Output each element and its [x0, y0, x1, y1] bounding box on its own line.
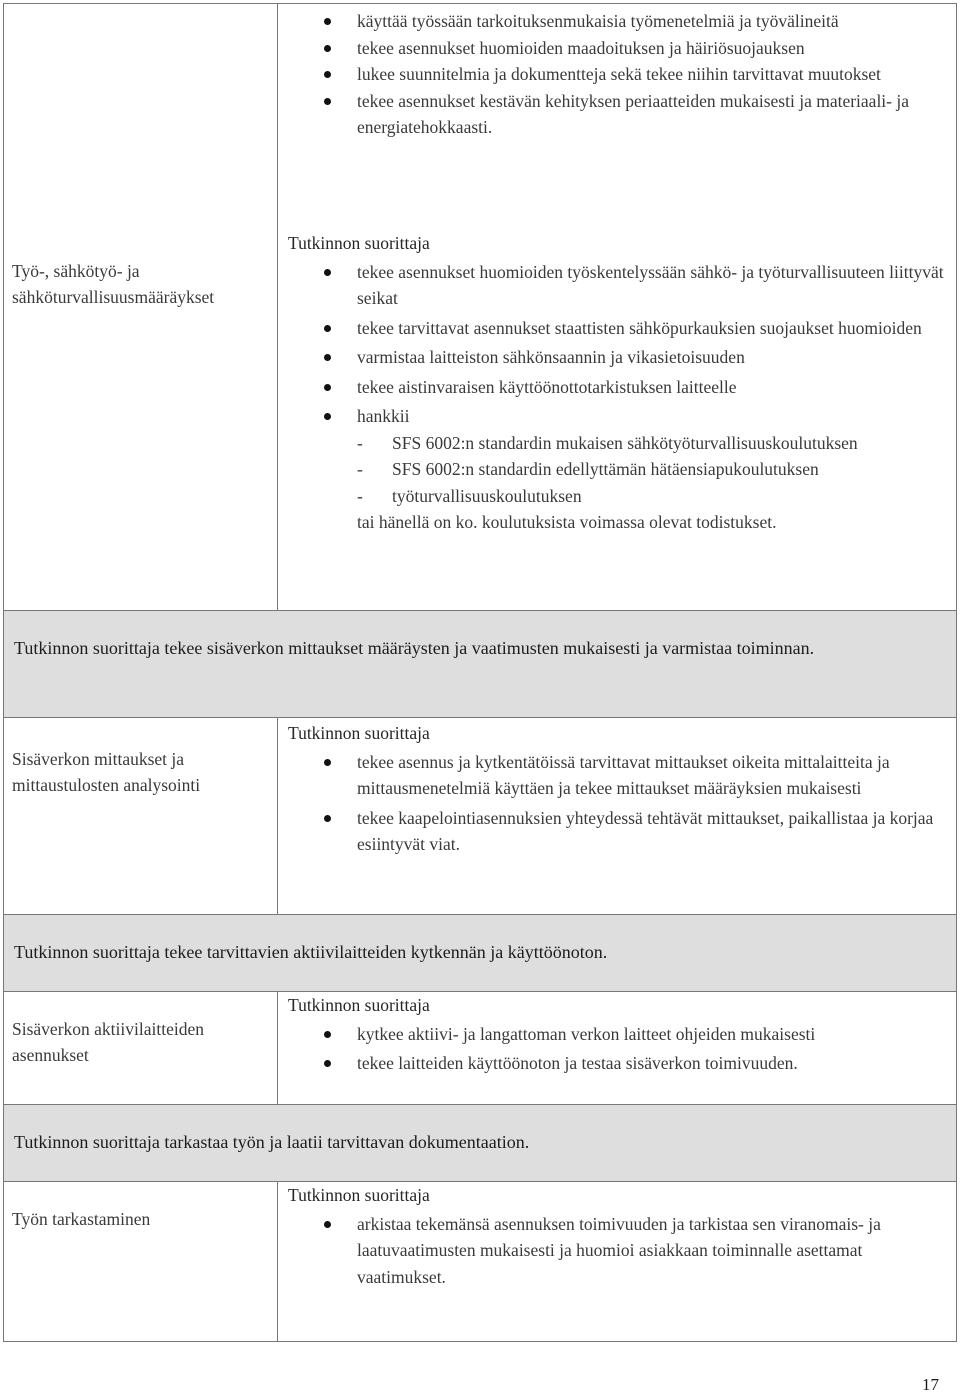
list-item: tekee asennukset huomioiden maadoituksen ja häiriösuojauksen	[288, 35, 948, 62]
list-item: tekee tarvittavat asennukset staattisten sähköpurkauksien suojaukset huomioiden	[288, 315, 948, 342]
row-label: Sisäverkon mittaukset ja mittaustulosten analysointi	[12, 749, 201, 795]
row-label-cell	[4, 992, 278, 1104]
row-intro: Tutkinnon suorittaja	[288, 995, 430, 1015]
row-label-cell	[4, 718, 278, 914]
list-item: tekee laitteiden käyttöönoton ja testaa sisäverkon toimivuuden.	[288, 1050, 948, 1077]
list-item: käyttää työssään tarkoituksenmukaisia työmenetelmiä ja työvälineitä	[288, 8, 948, 35]
table-row	[3, 220, 957, 610]
list-item: tekee asennus ja kytkentätöissä tarvittavat mittaukset oikeita mittalaitteita ja mittausmenetelmiä käyttäen ja tekee mittaukset määräyksien mukaisesti	[288, 749, 948, 802]
assessment-table	[3, 3, 957, 1342]
row-intro: Tutkinnon suorittaja	[288, 1185, 430, 1205]
row-intro: Tutkinnon suorittaja	[288, 723, 430, 743]
list-item: tekee aistinvaraisen käyttöönottotarkistuksen laitteelle	[288, 374, 948, 401]
row-content-cell	[278, 1182, 956, 1341]
row-label: Työn tarkastaminen	[12, 1209, 151, 1229]
section-header-row	[3, 610, 957, 717]
row-note: tai hänellä on ko. koulutuksista voimassa olevat todistukset.	[357, 512, 777, 532]
bullet-list	[288, 8, 948, 141]
list-item: arkistaa tekemänsä asennuksen toimivuuden ja tarkistaa sen viranomais- ja laatuvaatimusten mukaisesti ja huomioi asiakkaan toiminnalle asettamat vaatimukset.	[288, 1211, 948, 1291]
section-header: Tutkinnon suorittaja tekee tarvittavien aktiivilaitteiden kytkennän ja käyttöönoton.	[4, 915, 956, 991]
list-item: lukee suunnitelmia ja dokumentteja sekä tekee niihin tarvittavat muutokset	[288, 61, 948, 88]
row-content-cell	[278, 992, 956, 1104]
bullet-list	[288, 1211, 948, 1291]
row-content-cell	[278, 4, 956, 220]
table-row	[3, 1181, 957, 1342]
list-item: kytkee aktiivi- ja langattoman verkon laitteet ohjeiden mukaisesti	[288, 1021, 948, 1048]
list-item: varmistaa laitteiston sähkönsaannin ja vikasietoisuuden	[288, 344, 948, 371]
row-label: Sisäverkon aktiivilaitteiden asennukset	[12, 1019, 204, 1065]
table-row	[3, 3, 957, 220]
row-label-cell	[4, 1182, 278, 1341]
page-number: 17	[922, 1375, 939, 1394]
list-item: hankkii	[288, 403, 948, 430]
row-label: Työ-, sähkötyö- ja sähköturvallisuusmääräykset	[12, 261, 215, 307]
section-header-row	[3, 914, 957, 991]
row-label-cell	[4, 220, 278, 610]
table-row	[3, 717, 957, 914]
row-content-cell	[278, 718, 956, 914]
list-item: tekee kaapelointiasennuksien yhteydessä tehtävät mittaukset, paikallistaa ja korjaa esiintyvät viat.	[288, 805, 948, 858]
dash-list	[357, 430, 948, 510]
bullet-list	[288, 259, 948, 430]
section-header-row	[3, 1104, 957, 1181]
section-header: Tutkinnon suorittaja tarkastaa työn ja laatii tarvittavan dokumentaation.	[4, 1105, 956, 1181]
table-row	[3, 991, 957, 1104]
row-intro: Tutkinnon suorittaja	[288, 233, 430, 253]
list-item: tekee asennukset kestävän kehityksen periaatteiden mukaisesti ja materiaali- ja energiatehokkaasti.	[288, 88, 948, 141]
bullet-list	[288, 749, 948, 858]
list-item: - SFS 6002:n standardin edellyttämän hätäensiapukoulutuksen	[357, 456, 948, 483]
bullet-list	[288, 1021, 948, 1077]
section-header: Tutkinnon suorittaja tekee sisäverkon mittaukset määräysten ja vaatimusten mukaisesti ja varmistaa toiminnan.	[4, 611, 956, 717]
list-item: tekee asennukset huomioiden työskentelyssään sähkö- ja työturvallisuuteen liittyvät seikat	[288, 259, 948, 312]
list-item: - työturvallisuuskoulutuksen	[357, 483, 948, 510]
list-item: - SFS 6002:n standardin mukaisen sähkötyöturvallisuuskoulutuksen	[357, 430, 948, 457]
row-content-cell	[278, 220, 956, 610]
